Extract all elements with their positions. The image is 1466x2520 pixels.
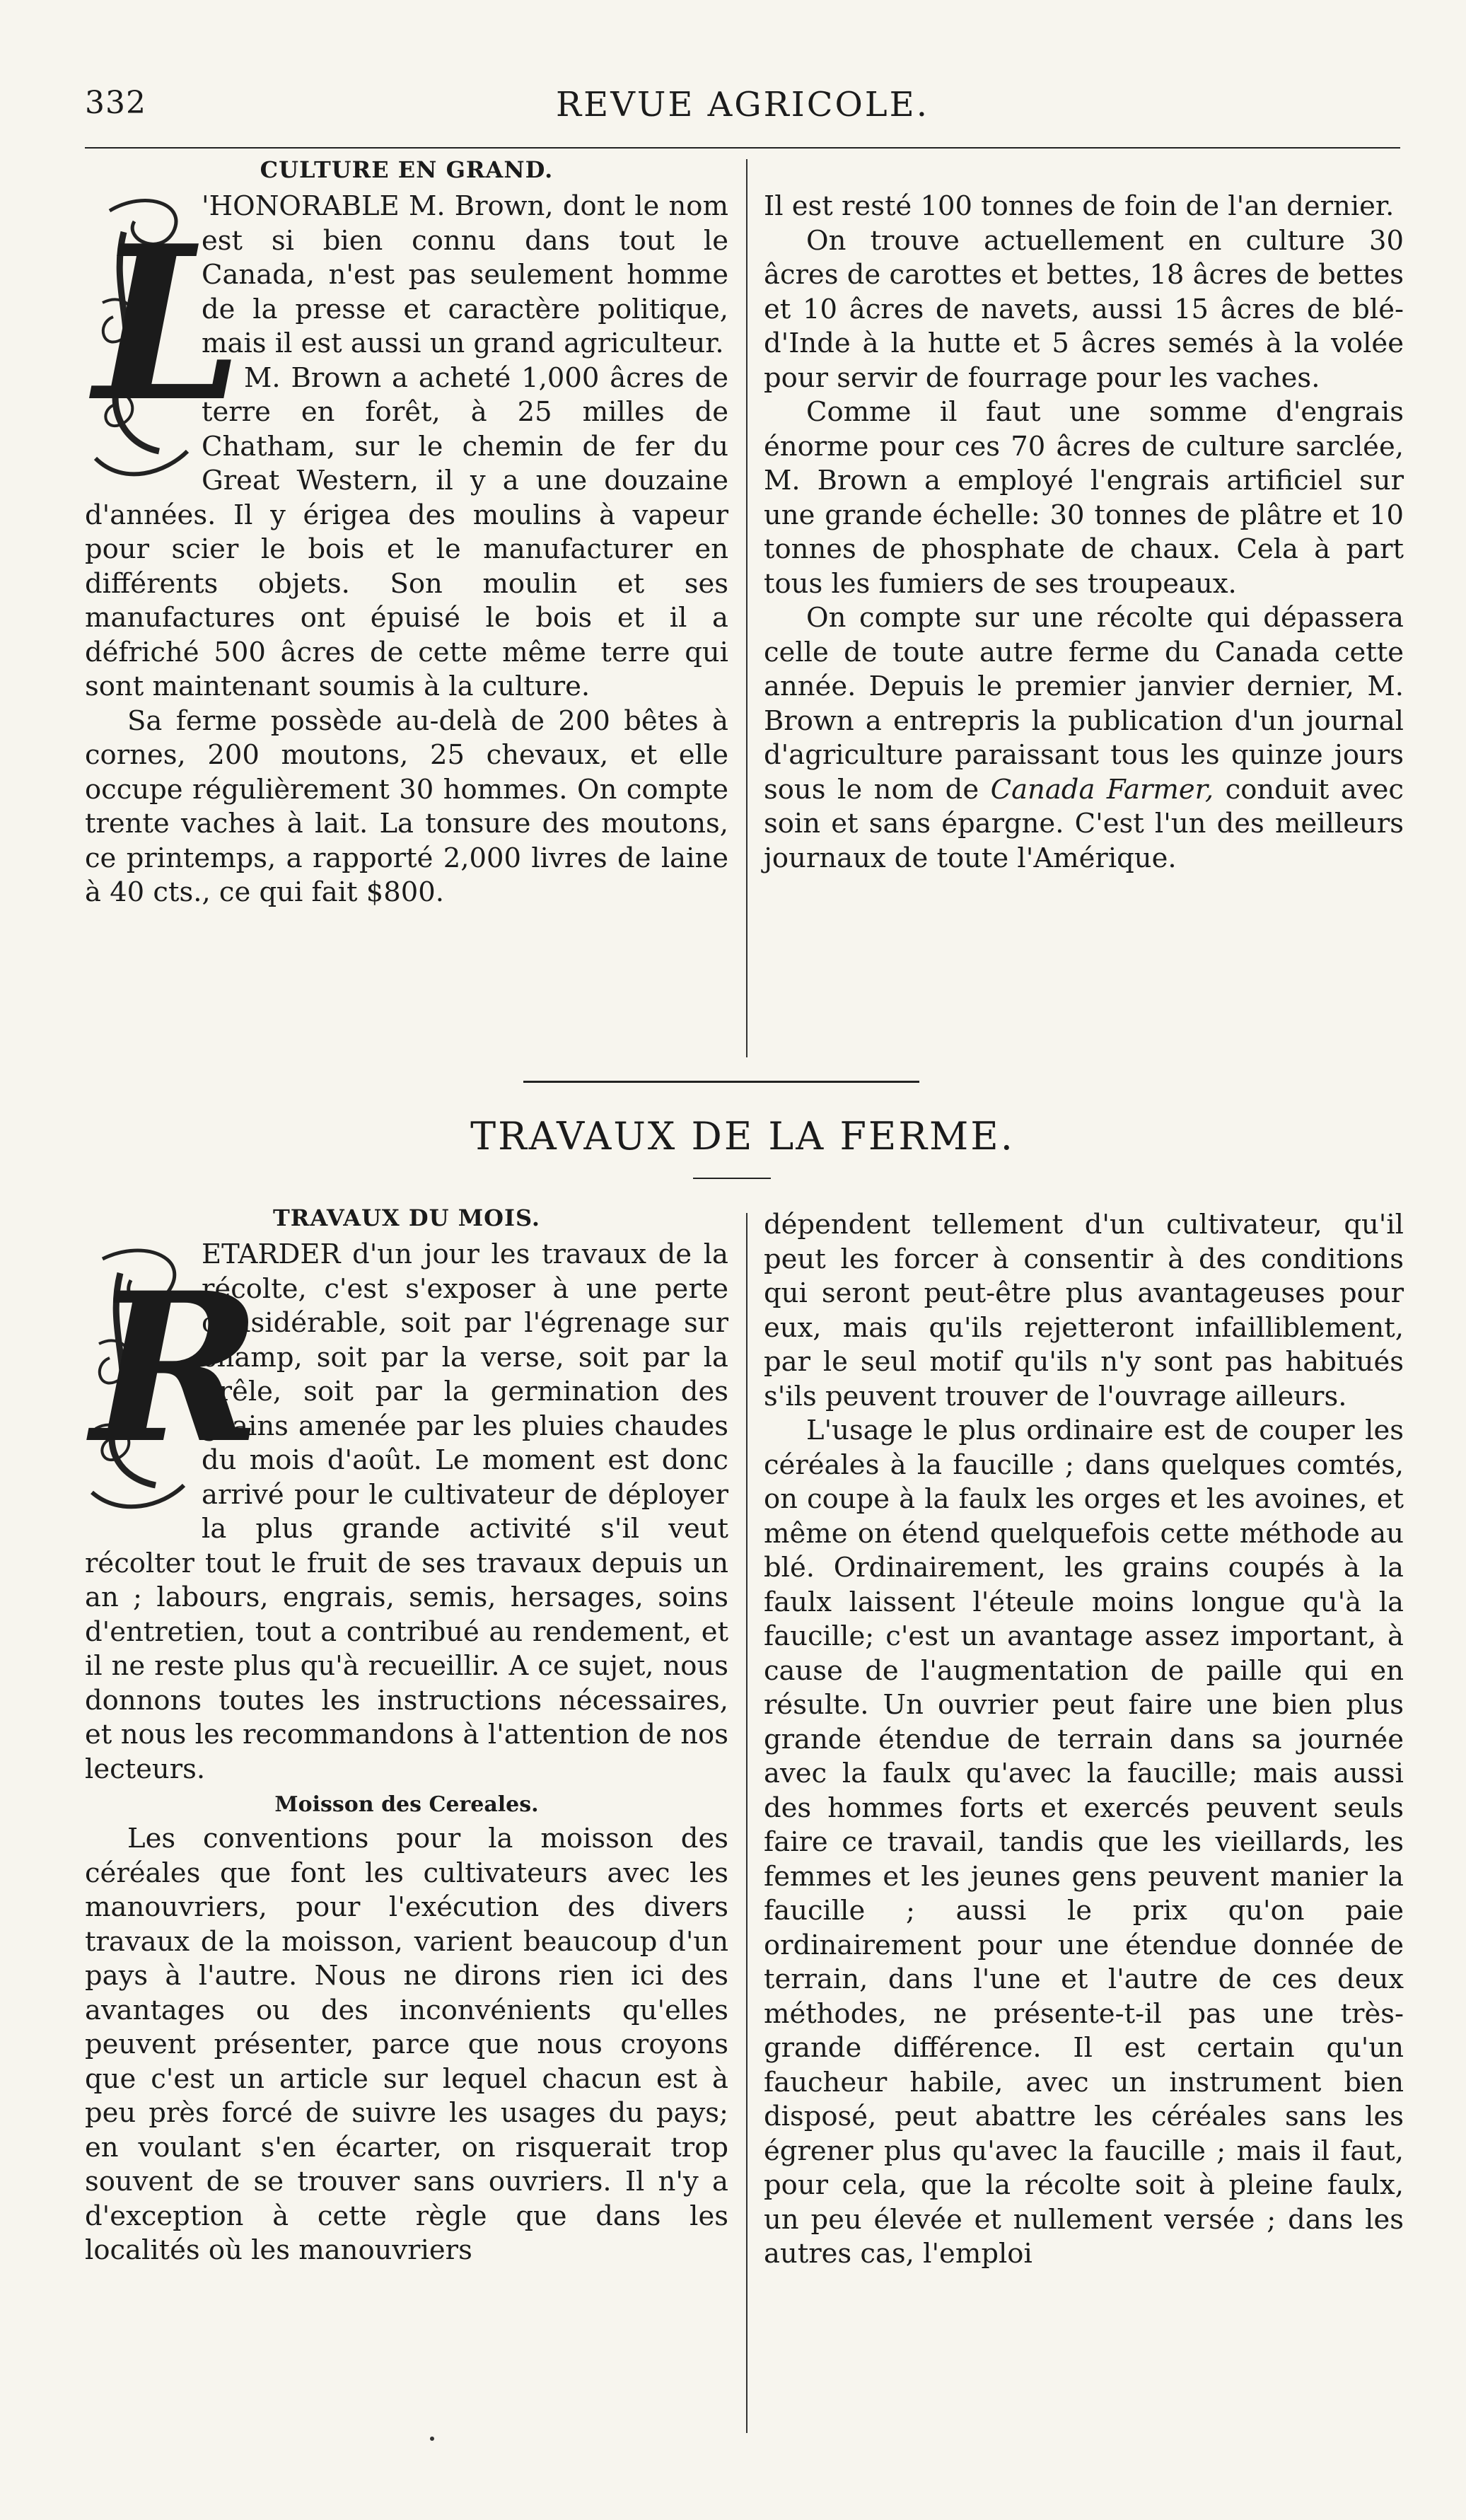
section-title: TRAVAUX DE LA FERME. bbox=[470, 1114, 1015, 1159]
section-rule-bottom bbox=[693, 1178, 771, 1179]
article2-left-column bbox=[85, 1202, 728, 2268]
section-rule-top bbox=[523, 1081, 919, 1083]
article1-right-paragraph-2: On trouve actuellement en culture 30 âcres de carottes et bettes, 18 âcres de bettes et 10 âcres de navets, aussi 15 âcres de blé-d'Inde à la hutte et 5 âcres semés à la volée pour servir de fourrage pour les vaches. bbox=[764, 224, 1404, 394]
page-number: 332 bbox=[85, 85, 146, 121]
column-separator-top bbox=[746, 159, 747, 1057]
article1-right-paragraph-3: Comme il faut une somme d'engrais énorme pour ces 70 âcres de culture sarclée, M. Brown a employé l'engrais artificiel sur une grande échelle: 30 tonnes de plâtre et 10 tonnes de phosphate de chaux. Cela à part tous les fumiers de ses troupeaux. bbox=[764, 396, 1404, 600]
article1-right-column bbox=[764, 190, 1404, 876]
article2-paragraph-2: Les conventions pour la moisson des céréales que font les cultivateurs avec les manouvriers, pour l'exécution des divers travaux de la moisson, varient beaucoup d'un pays à l'autre. Nous ne dirons rien ici des avantages ou des inconvénients qu'elles peuvent présenter, parce que nous croyons que c'est un article sur lequel chacun est à peu près forcé de suivre les usages du pays; en voulant s'en écarter, on risquerait trop souvent de se trouver sans ouvriers. Il n'y a d'exception à cette règle que dans les localités où les manouvriers bbox=[85, 1823, 728, 2266]
article1-dropcap: L bbox=[94, 199, 243, 448]
p4-end: conduit avec soin et sans épargne. C'est l'un des meilleurs journaux de toute l'Amérique. bbox=[764, 773, 1404, 874]
p4-start: On compte sur une récolte qui dépassera celle de toute autre ferme du Canada cette année. Depuis le premier janvier dernier, M. Brown a entrepris la publication d'un journal d'agriculture paraissant tous les quinze jours sous le nom de bbox=[764, 602, 1404, 806]
article2-dropcap-ornament bbox=[81, 1238, 262, 1514]
article2-right-paragraph-2: L'usage le plus ordinaire est de couper les céréales à la faucille ; dans quelques comtés, on coupe à la faulx les orges et les avoines, et même on étend quelquefois cette méthode au blé. Ordinairement, les grains coupés à la faulx laissent l'éteule moins longue qu'à la faucille; c'est un avantage assez important, à cause de l'augmentation de paille qui en résulte. Un ouvrier peut faire une bien plus grande étendue de terrain dans sa journée avec la faulx qu'avec la faucille; mais aussi des hommes forts et exercés peuvent seuls faire ce travail, tandis que les vieillards, les femmes et les jeunes gens peuvent manier la faucille ; aussi le prix qu'on paie ordinairement pour une étendue donnée de terrain, dans l'une et l'autre de ces deux méthodes, ne présente-t-il pas une très-grande différence. Il est certain qu'un faucheur habile, avec un instrument bien disposé, peut abattre les céréales sans les égrener plus qu'avec la faucille ; mais il faut, pour cela, que la récolte soit à pleine faulx, un peu élevée et nullement versée ; dans les autres cas, l'emploi bbox=[764, 1415, 1404, 2270]
column-separator-bottom bbox=[746, 1213, 747, 2433]
page-header bbox=[85, 85, 1400, 149]
article1-left-column bbox=[85, 154, 728, 910]
article2-title: TRAVAUX DU MOIS. bbox=[272, 1204, 541, 1231]
article2-paragraph-1: ETARDER d'un jour les travaux de la récolte, c'est s'exposer à une perte considérable, soit par l'égrenage sur champ, soit par la verse, soit par la grêle, soit par la germination des grains amenée par les pluies chaudes du mois d'août. Le moment est donc arrivé pour le cultivateur de déployer la plus grande activité s'il veut récolter tout le fruit de ses travaux depuis un an ; labours, engrais, semis, hersages, soins d'entretien, tout a contribué au rendement, et il ne reste plus qu'à recueillir. A ce sujet, nous donnons toutes les instructions nécessaires, et nous les recommandons à l'attention de nos lecteurs. bbox=[85, 1238, 728, 1785]
article2-right-column bbox=[764, 1208, 1404, 2272]
footer-dot bbox=[430, 2437, 434, 2441]
article2-dropcap: R bbox=[91, 1248, 262, 1489]
header-rule bbox=[85, 147, 1400, 149]
article1-dropcap-ornament bbox=[81, 190, 243, 487]
newspaper-name: Canada Farmer, bbox=[990, 773, 1214, 806]
article1-right-paragraph-4 bbox=[764, 601, 1404, 876]
article2-right-paragraph-1: dépendent tellement d'un cultivateur, qu'il peut les forcer à consentir à des conditions qui seront peut-être plus avantageuses pour eux, mais qu'ils rejetteront infailliblement, par le seul motif qu'ils n'y sont pas habitués s'ils peuvent trouver de l'ouvrage ailleurs. bbox=[764, 1209, 1404, 1412]
article1-right-paragraph-1: Il est resté 100 tonnes de foin de l'an dernier. bbox=[764, 190, 1395, 222]
article1-title: CULTURE EN GRAND. bbox=[260, 156, 554, 183]
article1-paragraph-2: M. Brown a acheté 1,000 âcres de terre en forêt, à 25 milles de Chatham, sur le chemin de fer du Great Western, il y a une douzaine d'années. Il y érigea des moulins à vapeur pour scier le bois et le manufacturer en différents objets. Son moulin et ses manufactures ont épuisé le bois et il a défriché 500 âcres de cette même terre qui sont maintenant soumis à la culture. bbox=[85, 361, 728, 702]
running-title: REVUE AGRICOLE. bbox=[556, 85, 929, 124]
article1-paragraph-3: Sa ferme possède au-delà de 200 bêtes à cornes, 200 moutons, 25 chevaux, et elle occupe régulièrement 30 hommes. On compte trente vaches à lait. La tonsure des moutons, ce printemps, a rapporté 2,000 livres de laine à 40 cts., ce qui fait $800. bbox=[85, 704, 728, 908]
article1-paragraph-1: 'HONORABLE M. Brown, dont le nom est si bien connu dans tout le Canada, n'est pas seulement homme de la presse et caractère politique, mais il est aussi un grand agriculteur. bbox=[202, 190, 728, 359]
article2-subheading: Moisson des Cereales. bbox=[274, 1792, 539, 1817]
